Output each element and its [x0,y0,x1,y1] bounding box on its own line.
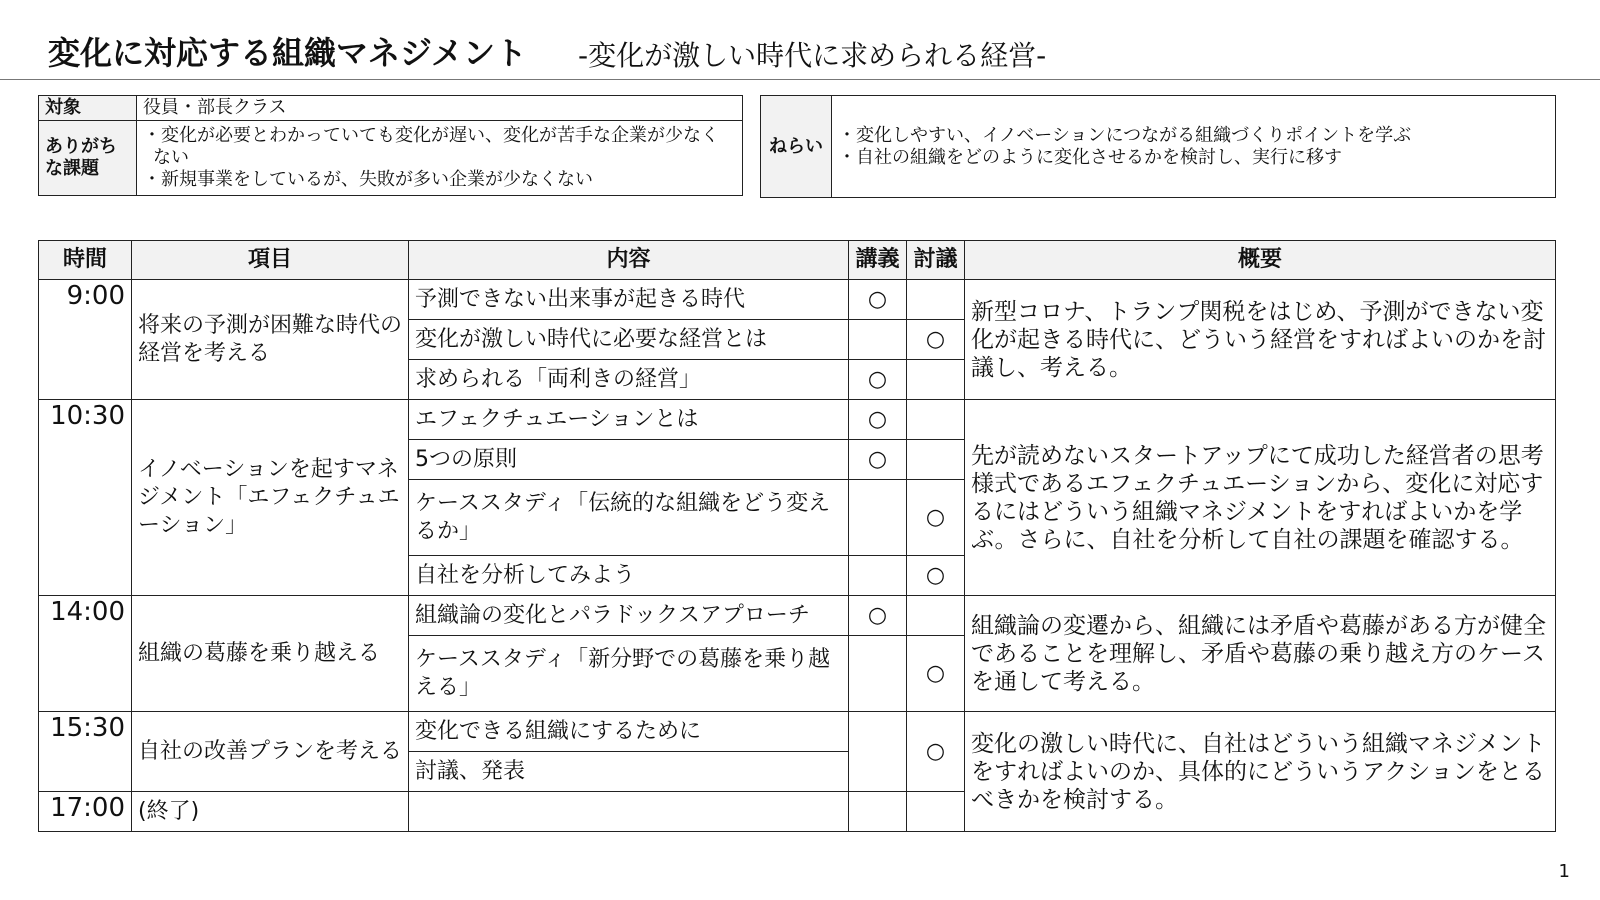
issues-label: ありがち な課題 [39,121,137,196]
table-row [39,400,1556,440]
lecture-mark: ○ [849,400,907,440]
time-cell: 14:00 [39,596,132,712]
discussion-mark: ○ [907,712,965,792]
lecture-mark [849,320,907,360]
content-cell: 変化できる組織にするために [409,712,849,752]
summary-cell: 新型コロナ、トランプ関税をはじめ、予測ができない変化が起きる時代に、どういう経営をすればよいのかを討議し、考える。 [965,280,1556,400]
schedule-header-row [39,241,1556,280]
table-row [39,596,1556,636]
time-cell: 15:30 [39,712,132,792]
discussion-mark: ○ [907,636,965,712]
discussion-mark [907,596,965,636]
content-cell: 討議、発表 [409,752,849,792]
aims-box [760,95,1556,198]
issues-list [137,121,743,196]
lecture-mark: ○ [849,280,907,320]
lecture-mark [849,712,907,792]
issue-item: ・新規事業をしているが、失敗が多い企業が少なくない [143,169,593,190]
header-content: 内容 [409,241,849,280]
schedule-table [38,240,1556,832]
topic-cell: (終了) [132,792,409,832]
topic-cell: イノベーションを起すマネジメント「エフェクチュエーション」 [132,400,409,596]
discussion-mark [907,360,965,400]
header-lecture: 講義 [849,241,907,280]
issue-item: ・変化が必要とわかっていても変化が遅い、変化が苦手な企業が少なくない [143,125,719,168]
content-cell: 求められる「両利きの経営」 [409,360,849,400]
time-cell: 10:30 [39,400,132,596]
discussion-mark [907,792,965,832]
page-title: 変化に対応する組織マネジメント [48,34,528,72]
lecture-mark: ○ [849,440,907,480]
content-cell: 自社を分析してみよう [409,556,849,596]
lecture-mark: ○ [849,360,907,400]
content-cell: 組織論の変化とパラドックスアプローチ [409,596,849,636]
table-row [39,712,1556,752]
discussion-mark: ○ [907,480,965,556]
discussion-mark [907,280,965,320]
time-cell: 17:00 [39,792,132,832]
discussion-mark [907,400,965,440]
table-row [39,280,1556,320]
content-cell: 変化が激しい時代に必要な経営とは [409,320,849,360]
aims-list [832,96,1556,198]
overview-box [38,95,743,196]
content-cell: 5つの原則 [409,440,849,480]
summary-cell: 先が読めないスタートアップにて成功した経営者の思考様式であるエフェクチュエーションから、変化に対応するにはどういう組織マネジメントをすればよいかを学ぶ。さらに、自社を分析して自社の課題を確認する。 [965,400,1556,596]
page-number: 1 [1558,861,1570,882]
summary-cell: 組織論の変遷から、組織には矛盾や葛藤がある方が健全であることを理解し、矛盾や葛藤の乗り越え方のケースを通して考える。 [965,596,1556,712]
aims-label: ねらい [761,96,832,198]
lecture-mark [849,636,907,712]
header-time: 時間 [39,241,132,280]
topic-cell: 組織の葛藤を乗り越える [132,596,409,712]
header-topic: 項目 [132,241,409,280]
target-label: 対象 [39,96,137,121]
lecture-mark: ○ [849,596,907,636]
lecture-mark [849,556,907,596]
title-bar [0,0,1600,80]
aim-item: ・自社の組織をどのように変化させるかを検討し、実行に移す [838,146,1342,168]
header-summary: 概要 [965,241,1556,280]
header-discussion: 討議 [907,241,965,280]
discussion-mark: ○ [907,556,965,596]
discussion-mark: ○ [907,320,965,360]
lecture-mark [849,480,907,556]
time-cell: 9:00 [39,280,132,400]
page-subtitle: -変化が激しい時代に求められる経営- [578,39,1047,72]
content-cell: ケーススタディ「新分野での葛藤を乗り越える」 [409,636,849,712]
summary-cell: 変化の激しい時代に、自社はどういう組織マネジメントをすればよいのか、具体的にどういうアクションをとるべきかを検討する。 [965,712,1556,832]
content-cell: ケーススタディ「伝統的な組織をどう変えるか」 [409,480,849,556]
content-cell: 予測できない出来事が起きる時代 [409,280,849,320]
target-value: 役員・部長クラス [137,96,743,121]
content-cell [409,792,849,832]
topic-cell: 将来の予測が困難な時代の経営を考える [132,280,409,400]
aim-item: ・変化しやすい、イノベーションにつながる組織づくりポイントを学ぶ [838,124,1412,146]
lecture-mark [849,792,907,832]
discussion-mark [907,440,965,480]
topic-cell: 自社の改善プランを考える [132,712,409,792]
content-cell: エフェクチュエーションとは [409,400,849,440]
